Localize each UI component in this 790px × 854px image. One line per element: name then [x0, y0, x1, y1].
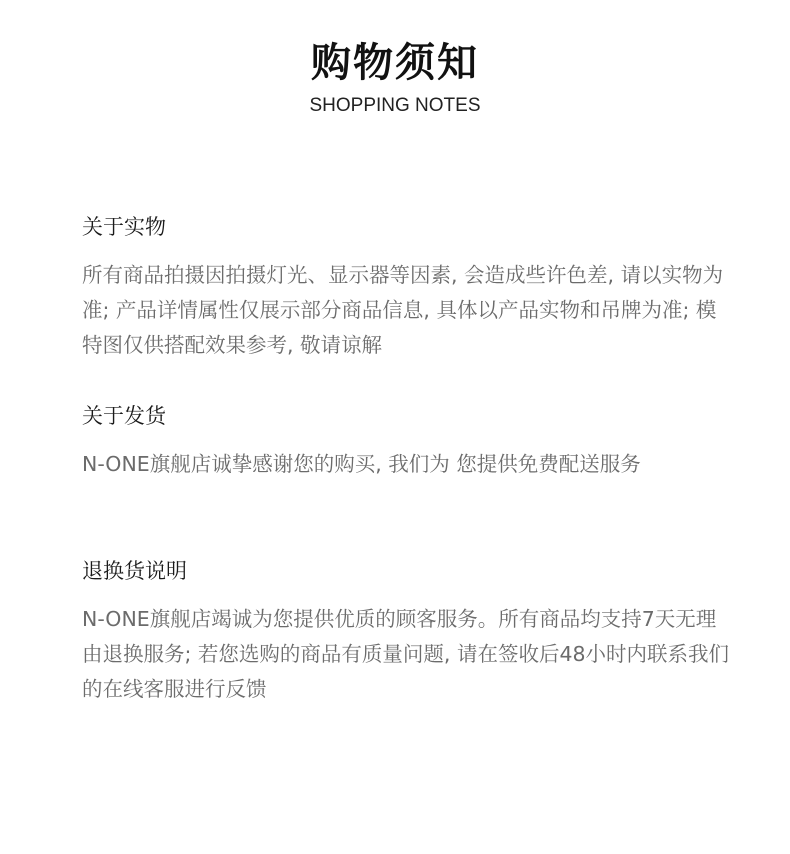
page-subtitle: SHOPPING NOTES	[309, 95, 481, 116]
section-body-physical-items: 所有商品拍摄因拍摄灯光、显示器等因素, 会造成些许色差, 请以实物为准; 产品详情属性仅展示部分商品信息, 具体以产品实物和吊牌为准; 模特图仅供搭配效果参考, 敬请谅解	[82, 263, 724, 357]
section-heading-returns: 退换货说明	[82, 559, 187, 583]
page-title: 购物须知	[311, 40, 479, 86]
section-body-returns: N-ONE旗舰店竭诚为您提供优质的顾客服务。所有商品均支持7天无理由退换服务; 若您选购的商品有质量问题, 请在签收后48小时内联系我们的在线客服进行反馈	[82, 607, 730, 701]
section-body-shipping: N-ONE旗舰店诚挚感谢您的购买, 我们为 您提供免费配送服务	[82, 452, 641, 476]
section-heading-shipping: 关于发货	[82, 404, 166, 428]
section-heading-physical-items: 关于实物	[82, 215, 166, 239]
